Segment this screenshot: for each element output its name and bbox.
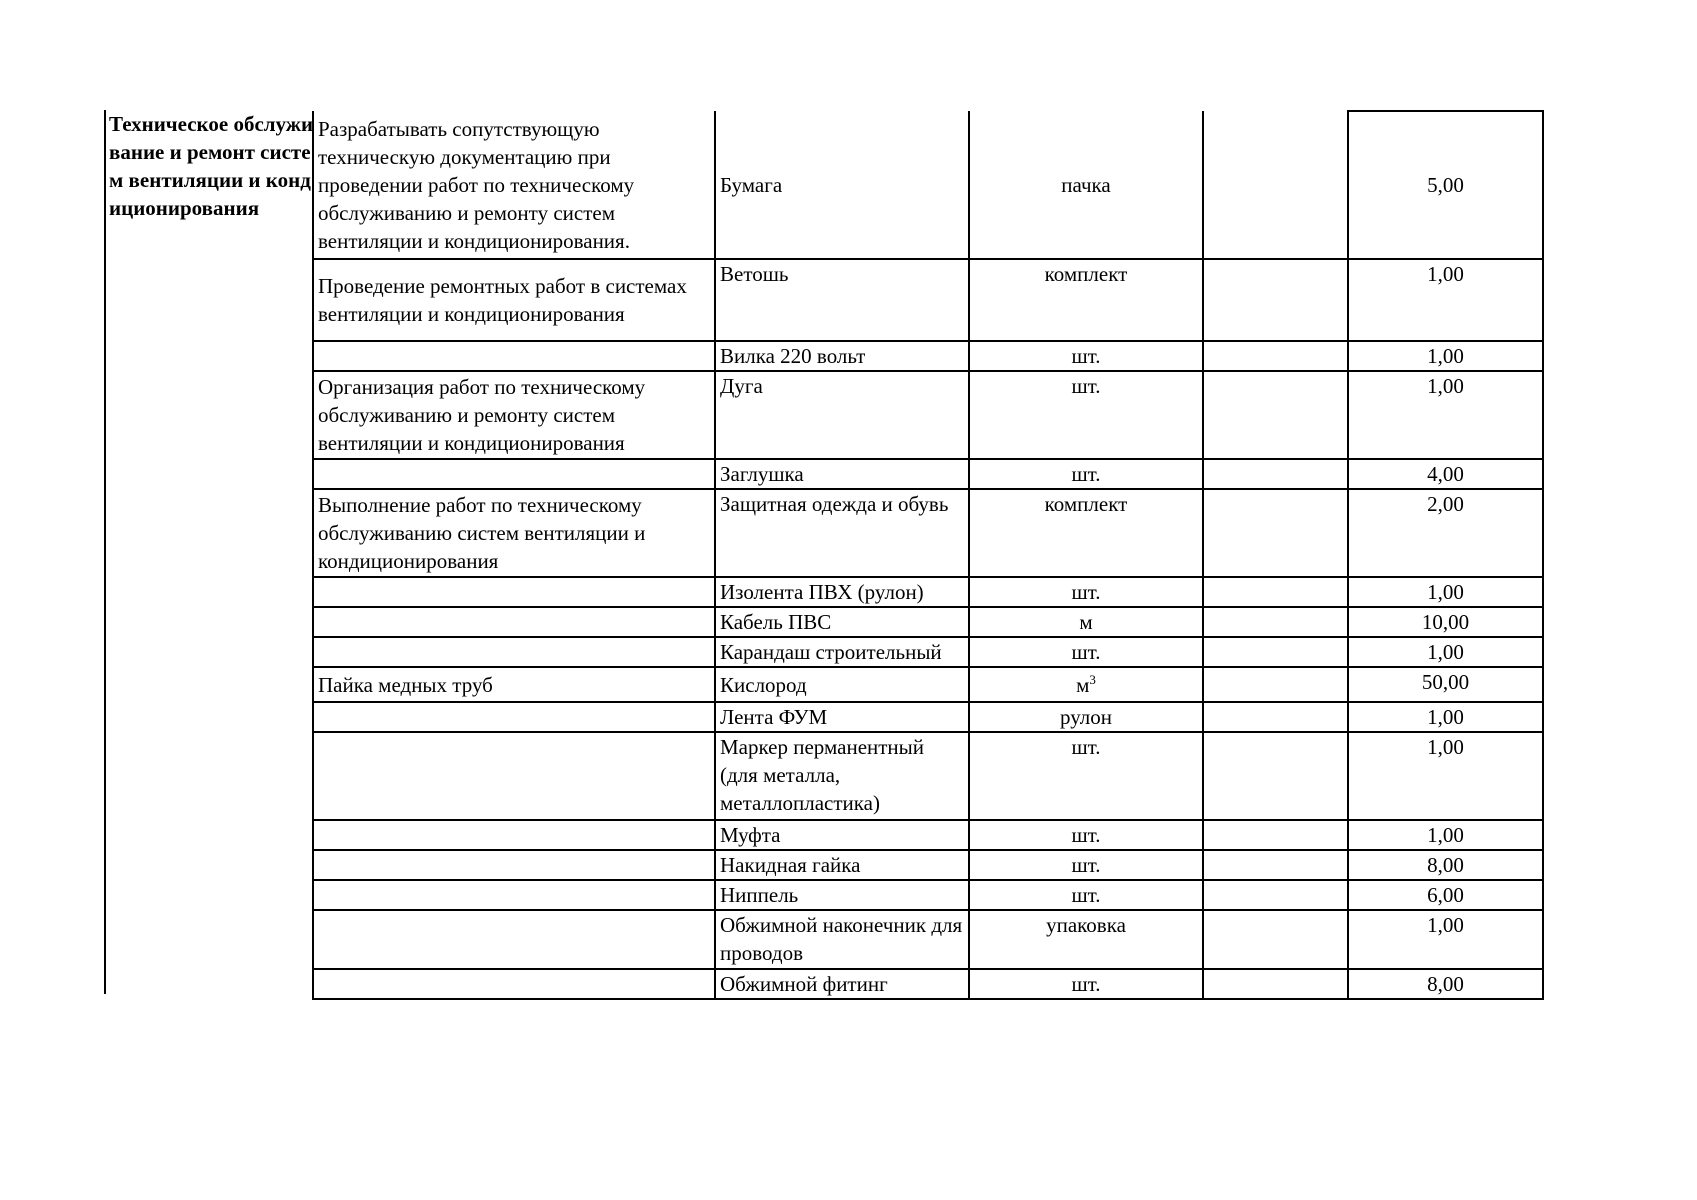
- quantity-cell: 1,00: [1348, 702, 1543, 732]
- extra-cell: [1203, 111, 1348, 259]
- extra-cell: [1203, 371, 1348, 459]
- unit-cell: комплект: [969, 489, 1203, 577]
- material-cell: Накидная гайка: [715, 850, 969, 880]
- section-title: Техническое обслуживание и ремонт систем вентиляции и кондиционирования: [109, 112, 314, 220]
- material-cell: Маркер перманентный (для металла, металлопластика): [715, 732, 969, 820]
- quantity-cell: 10,00: [1348, 607, 1543, 637]
- table-row: [313, 667, 1543, 702]
- extra-cell: [1203, 637, 1348, 667]
- unit-cell: шт.: [969, 637, 1203, 667]
- unit-cell: комплект: [969, 259, 1203, 341]
- unit-cell: м: [969, 607, 1203, 637]
- material-cell: Заглушка: [715, 459, 969, 489]
- task-cell: Проведение ремонтных работ в системах вентиляции и кондиционирования: [313, 259, 715, 341]
- quantity-cell: 1,00: [1348, 577, 1543, 607]
- unit-cell: [969, 667, 1203, 702]
- quantity-cell: 8,00: [1348, 969, 1543, 999]
- quantity-cell: 1,00: [1348, 910, 1543, 969]
- material-cell: Вилка 220 вольт: [715, 341, 969, 371]
- material-cell: Обжимной наконечник для проводов: [715, 910, 969, 969]
- materials-table: [312, 110, 1544, 1000]
- table-row: [313, 702, 1543, 732]
- quantity-cell: 1,00: [1348, 820, 1543, 850]
- task-cell: Пайка медных труб: [313, 667, 715, 702]
- material-cell: Изолента ПВХ (рулон): [715, 577, 969, 607]
- material-cell: Бумага: [715, 111, 969, 259]
- material-cell: Ветошь: [715, 259, 969, 341]
- task-cell: [313, 850, 715, 880]
- quantity-cell: 1,00: [1348, 341, 1543, 371]
- unit-cell: пачка: [969, 111, 1203, 259]
- extra-cell: [1203, 259, 1348, 341]
- table-row: [313, 732, 1543, 820]
- table-row: [313, 259, 1543, 341]
- unit-cell: шт.: [969, 969, 1203, 999]
- task-cell: Выполнение работ по техническому обслуживанию систем вентиляции и кондиционирования: [313, 489, 715, 577]
- task-cell: [313, 880, 715, 910]
- material-cell: Обжимной фитинг: [715, 969, 969, 999]
- table-row: [313, 637, 1543, 667]
- table-row: [313, 910, 1543, 969]
- table-row: [313, 880, 1543, 910]
- task-cell: [313, 702, 715, 732]
- unit-cell: шт.: [969, 820, 1203, 850]
- extra-cell: [1203, 732, 1348, 820]
- extra-cell: [1203, 850, 1348, 880]
- unit-cell: рулон: [969, 702, 1203, 732]
- material-cell: Лента ФУМ: [715, 702, 969, 732]
- quantity-cell: 5,00: [1348, 111, 1543, 259]
- quantity-cell: 6,00: [1348, 880, 1543, 910]
- task-cell: Организация работ по техническому обслуживанию и ремонту систем вентиляции и кондиционирования: [313, 371, 715, 459]
- extra-cell: [1203, 667, 1348, 702]
- table-row: [313, 111, 1543, 259]
- unit-cell: шт.: [969, 850, 1203, 880]
- unit-cell: шт.: [969, 459, 1203, 489]
- material-cell: Карандаш строительный: [715, 637, 969, 667]
- task-cell: Разрабатывать сопутствующую техническую документацию при проведении работ по техническому обслуживанию и ремонту систем вентиляции и кондиционирования.: [313, 111, 715, 259]
- quantity-cell: 1,00: [1348, 637, 1543, 667]
- unit-text: м: [1076, 672, 1090, 697]
- table-row: [313, 371, 1543, 459]
- quantity-cell: 1,00: [1348, 371, 1543, 459]
- unit-cell: шт.: [969, 577, 1203, 607]
- extra-cell: [1203, 489, 1348, 577]
- task-cell: [313, 607, 715, 637]
- unit-cell: шт.: [969, 732, 1203, 820]
- unit-cell: шт.: [969, 880, 1203, 910]
- extra-cell: [1203, 820, 1348, 850]
- unit-superscript: 3: [1089, 671, 1096, 687]
- quantity-cell: 1,00: [1348, 732, 1543, 820]
- task-cell: [313, 820, 715, 850]
- extra-cell: [1203, 880, 1348, 910]
- task-cell: [313, 459, 715, 489]
- task-cell: [313, 637, 715, 667]
- table-row: [313, 459, 1543, 489]
- table-row: [313, 577, 1543, 607]
- material-cell: Кислород: [715, 667, 969, 702]
- material-cell: Защитная одежда и обувь: [715, 489, 969, 577]
- section-column: [104, 110, 312, 994]
- material-cell: Ниппель: [715, 880, 969, 910]
- material-cell: Кабель ПВС: [715, 607, 969, 637]
- table-row: [313, 489, 1543, 577]
- table-row: [313, 607, 1543, 637]
- quantity-cell: 8,00: [1348, 850, 1543, 880]
- task-cell: [313, 341, 715, 371]
- unit-cell: шт.: [969, 371, 1203, 459]
- task-cell: [313, 577, 715, 607]
- extra-cell: [1203, 969, 1348, 999]
- task-cell: [313, 910, 715, 969]
- quantity-cell: 50,00: [1348, 667, 1543, 702]
- quantity-cell: 4,00: [1348, 459, 1543, 489]
- table-row: [313, 969, 1543, 999]
- task-cell: [313, 732, 715, 820]
- extra-cell: [1203, 910, 1348, 969]
- unit-cell: шт.: [969, 341, 1203, 371]
- unit-cell: упаковка: [969, 910, 1203, 969]
- extra-cell: [1203, 607, 1348, 637]
- extra-cell: [1203, 577, 1348, 607]
- table-row: [313, 850, 1543, 880]
- table-row: [313, 820, 1543, 850]
- material-cell: Муфта: [715, 820, 969, 850]
- quantity-cell: 2,00: [1348, 489, 1543, 577]
- table-row: [313, 341, 1543, 371]
- quantity-cell: 1,00: [1348, 259, 1543, 341]
- extra-cell: [1203, 702, 1348, 732]
- extra-cell: [1203, 459, 1348, 489]
- extra-cell: [1203, 341, 1348, 371]
- material-cell: Дуга: [715, 371, 969, 459]
- task-cell: [313, 969, 715, 999]
